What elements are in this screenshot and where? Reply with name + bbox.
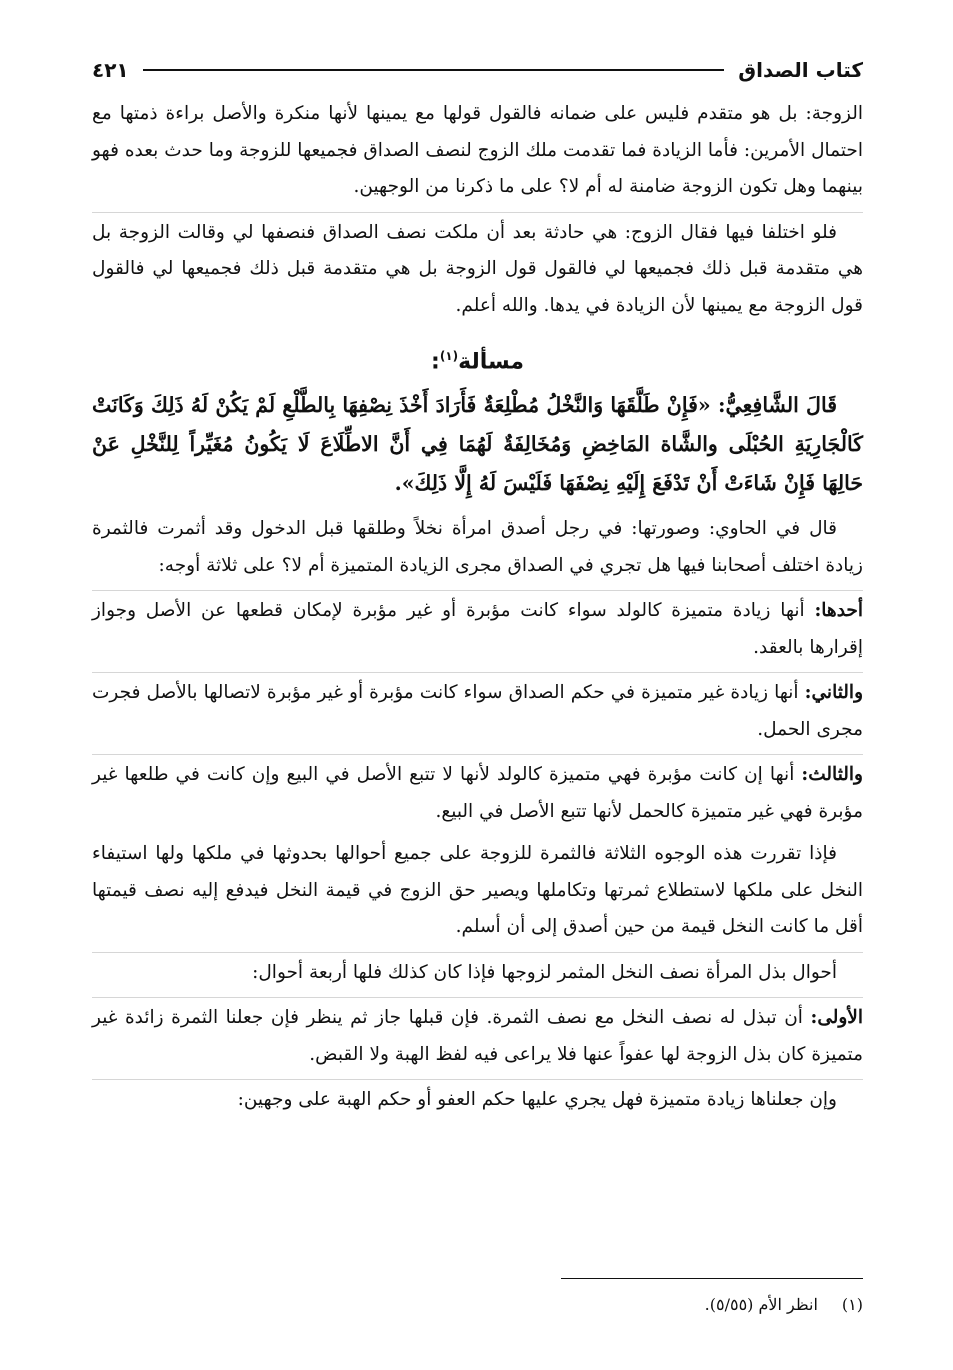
section-heading-colon: :	[431, 349, 440, 375]
paragraph-text: قال في الحاوي: وصورتها: في رجل أصدق امرأة نخلاً وطلقها قبل الدخول وقد أثمرت فالثمرة زيادة اختلف أصحابنا فيها هل تجري في الصداق مجرى الزيادة المتميزة أم لا؟ على ثلاثة أوجه:	[92, 518, 863, 576]
page-body	[92, 96, 863, 1125]
paragraph-lead: أحدها:	[814, 600, 863, 622]
paragraph-text: أنها زيادة غير متميزة في حكم الصداق سواء كانت مؤبرة أو غير مؤبرة لاتصالها بالأصل فجرت مجرى الحمل.	[92, 682, 863, 740]
paragraph	[92, 997, 863, 1073]
paragraph-text: أحوال بذل المرأة نصف النخل المثمر لزوجها فإذا كان كذلك فلها أربعة أحوال:	[252, 961, 837, 983]
paragraph	[92, 590, 863, 666]
paragraph-text: وإن جعلناها زيادة متميزة فهل يجري عليها حكم العفو أو حكم الهبة على وجهين:	[237, 1089, 837, 1111]
paragraph	[92, 672, 863, 748]
running-header	[92, 52, 863, 88]
paragraph	[92, 754, 863, 830]
book-title: كتاب الصداق	[738, 58, 863, 82]
paragraph	[92, 1079, 863, 1119]
header-rule	[143, 69, 725, 71]
paragraph-lead: والثاني:	[804, 682, 863, 704]
paragraph-lead: والثالث:	[801, 764, 863, 786]
footnote-mark: (١)	[841, 1295, 863, 1314]
paragraph	[92, 952, 863, 992]
paragraph-text: أنها زيادة متميزة كالولد سواء كانت مؤبرة أو غير مؤبرة لإمكان قطعها عن الأصل وجواز إقرارها بالعقد.	[92, 600, 863, 658]
paragraph-text: فلو اختلفا فيها فقال الزوج: هي حادثة بعد أن ملكت نصف الصداق فنصفها لي وقالت الزوجة بل هي متقدمة قبل ذلك فجميعها لي فالقول قول الزوجة بل هي متقدمة قبل ذلك فجميعها لي فالقول قول الزوجة مع يمينها لأن الزيادة في يدها. والله أعلم.	[92, 221, 863, 316]
paragraph-lead: الأولى:	[810, 1007, 863, 1029]
paragraph	[92, 96, 863, 206]
section-heading	[92, 336, 863, 382]
footnote-rule	[561, 1278, 863, 1279]
paragraph-text: أنها إن كانت مؤبرة فهي متميزة كالولد لأنها لا تتبع الأصل في البيع وإن كانت في طلعها غير مؤبرة فهي غير متميزة كالحمل لأنها تتبع الأصل في البيع.	[92, 764, 863, 822]
paragraph	[92, 212, 863, 325]
section-heading-title: مسألة	[458, 349, 524, 375]
paragraph	[92, 836, 863, 946]
footnote-text: انظر الأم (٥/٥٥).	[704, 1295, 818, 1314]
footnote	[92, 1292, 863, 1318]
paragraph-text: الزوجة: بل هو متقدم فليس على ضمانه فالقول قولها مع يمينها لأنها منكرة والأصل براءة ذمتها مع احتمال الأمرين: فأما الزيادة فما تقدمت ملك الزوج لنصف الصداق فجميعها للزوجة وما حدث بعده فهو بينهما وهل تكون الزوجة ضامنة له أم لا؟ على ما ذكرنا من الوجهين.	[92, 103, 863, 197]
paragraph-text: أن تبذل له نصف النخل مع نصف الثمرة. فإن قبلها جاز ثم ينظر فإن جعلنا الثمرة زائدة غير متميزة كان بذل الزوجة لها عفواً عنها فلا يراعى فيه لفظ الهبة ولا القبض.	[92, 1007, 863, 1065]
page-number: ٤٢١	[92, 58, 129, 82]
paragraph-text: فإذا تقررت هذه الوجوه الثلاثة فالثمرة للزوجة على جميع أحوالها بحدوثها في ملكها ولها استيفاء النخل على ملكها لاستطلاع ثمرتها وتكاملها ويصير حق الزوج في قيمة النخل فيدفع إليه نصف قيمتها أقل ما كانت النخل قيمة من حين أصدق إلى أن أسلم.	[92, 843, 863, 938]
shafii-quote: قَالَ الشَّافِعِيُّ: «فَإِنْ طَلَّقَهَا وَالنَّخْلُ مُطْلِعَةٌ فَأَرَادَ أَخْذَ نِصْفِهَا بِالطَّلْعِ لَمْ يَكُنْ لَهُ ذَلِكَ وَكَانَتْ كَالْجَارِيَةِ الحُبْلَى والشَّاة المَاخِضِ وَمُخَالِفَةٌ لَهُمَا فِي أَنَّ الاطِّلَاعَ لَا يَكُونُ مُغَيِّراً لِلنَّخْلِ عَنْ حَالِهَا فَإِنْ شَاءَتْ أَنْ تَدْفَعَ إِلَيْهِ نِصْفَهَا فَلَيْسَ لَهُ إِلَّا ذَلِكَ».	[92, 393, 863, 496]
paragraph	[92, 511, 863, 584]
footnote-ref: (١)	[439, 349, 459, 363]
